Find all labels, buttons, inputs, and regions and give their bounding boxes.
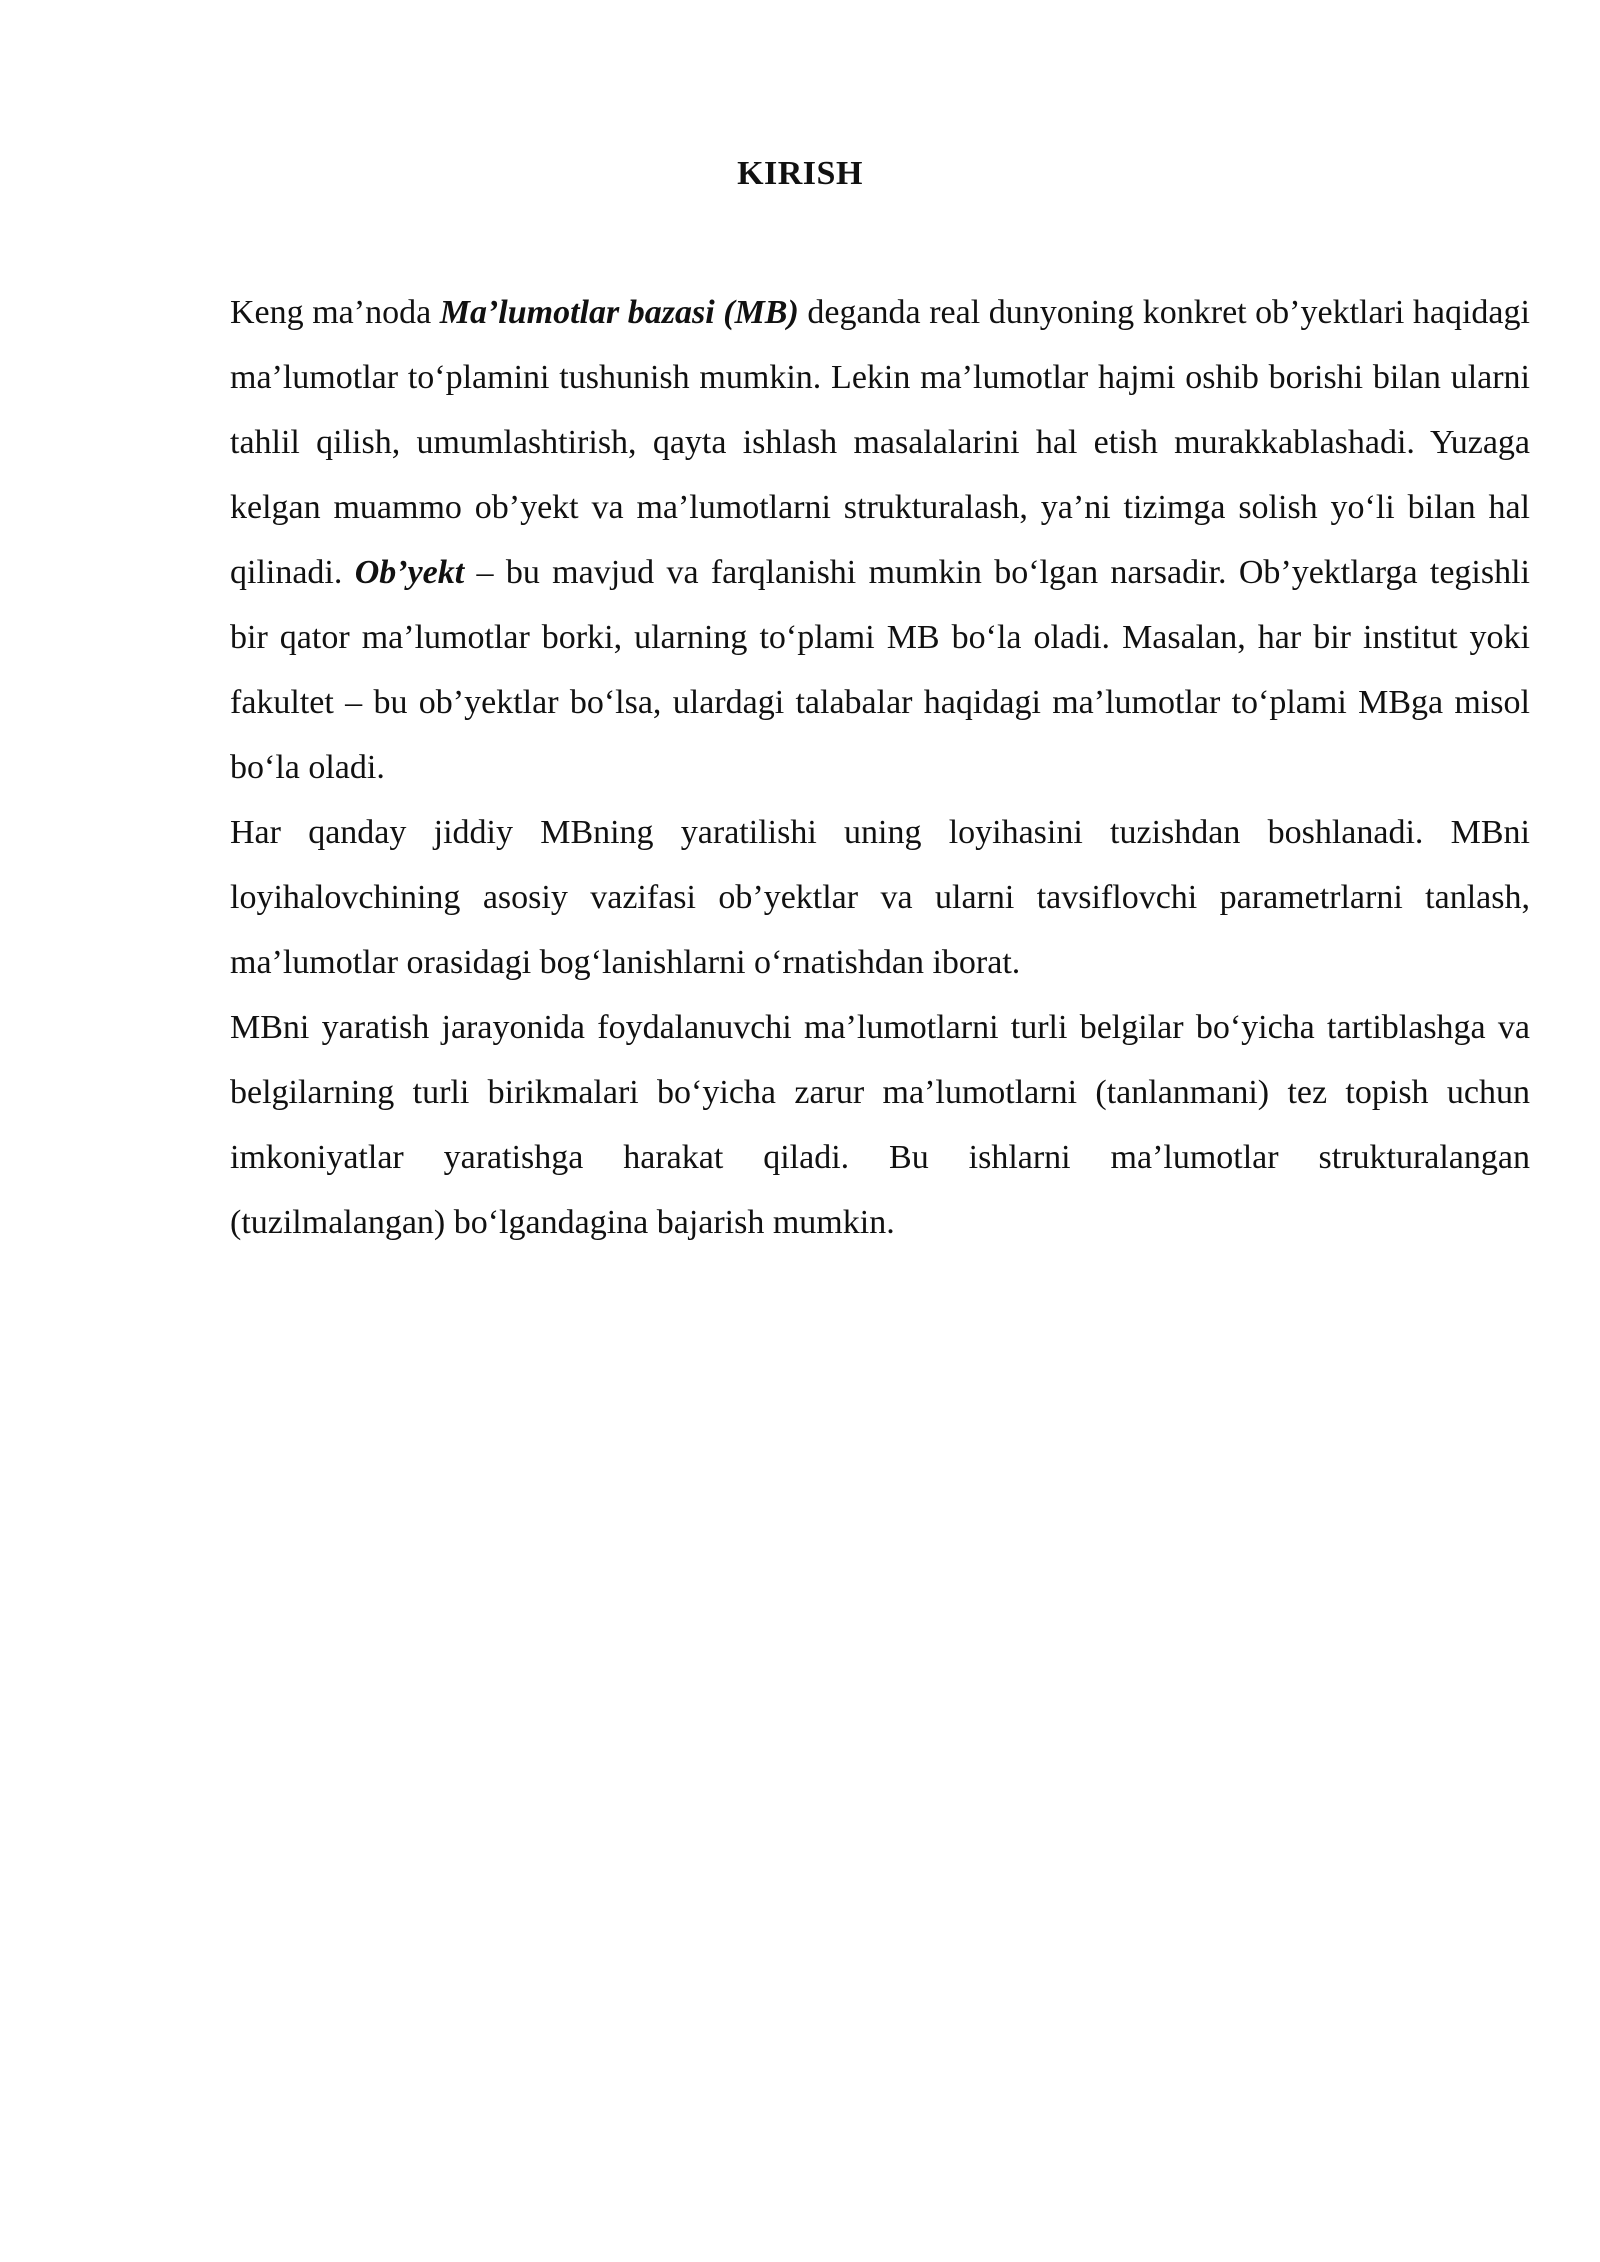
- paragraph-intro: [230, 280, 1530, 800]
- paragraph-design: Har qanday jiddiy MBning yaratilishi uning loyihasini tuzishdan boshlanadi. MBni loyihalovchining asosiy vazifasi ob’yektlar va ularni tavsiflovchi parametrlarni tanlash, ma’lumotlar orasidagi bog‘lanishlarni o‘rnatishdan iborat.: [230, 814, 1530, 981]
- page-title: KIRISH: [737, 155, 863, 192]
- paragraph-intro-text-start: Keng ma’noda: [230, 294, 440, 331]
- paragraph-intro-text-middle: deganda real dunyoning konkret ob’yektlari haqidagi ma’lumotlar to‘plamini tushunish mumkin. Lekin ma’lumotlar hajmi oshib borishi bilan ularni tahlil qilish, umumlashtirish, qayta ishlash masalalarini hal etish murakkablashadi. Yuzaga kelgan muammo ob’yekt va ma’lumotlarni strukturalash, ya’ni tizimga solish yo‘li bilan hal qilinadi.: [230, 294, 1530, 591]
- paragraph-intro-text-end: – bu mavjud va farqlanishi mumkin bo‘lgan narsadir. Ob’yektlarga tegishli bir qator ma’lumotlar borki, ularning to‘plami MB bo‘la oladi. Masalan, har bir institut yoki fakultet – bu ob’yektlar bo‘lsa, ulardagi talabalar haqidagi ma’lumotlar to‘plami MBga misol bo‘la oladi.: [230, 554, 1530, 786]
- document-body: [230, 280, 1530, 1255]
- paragraph-creation: MBni yaratish jarayonida foydalanuvchi ma’lumotlarni turli belgilar bo‘yicha tartiblashga va belgilarning turli birikmalari bo‘yicha zarur ma’lumotlarni (tanlanmani) tez topish uchun imkoniyatlar yaratishga harakat qiladi. Bu ishlarni ma’lumotlar strukturalangan (tuzilmalangan) bo‘lgandagina bajarish mumkin.: [230, 1009, 1530, 1241]
- term-malumotlar-bazasi: Ma’lumotlar bazasi (MB): [439, 294, 799, 331]
- term-obyekt: Ob’yekt: [354, 554, 465, 591]
